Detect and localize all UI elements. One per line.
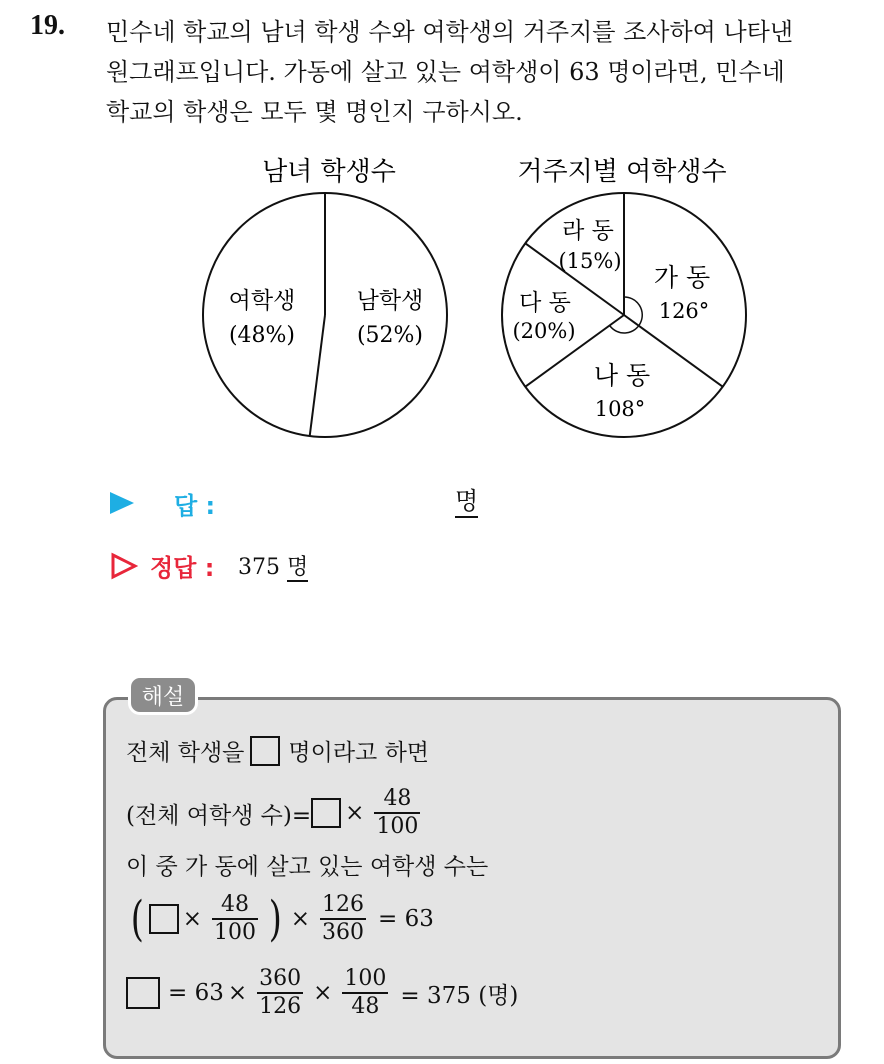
slice-label-male: 남학생: [356, 288, 424, 314]
correct-answer-label: 정답 :: [150, 554, 215, 582]
times-sign: ×: [182, 906, 203, 932]
fraction-360-126: [257, 966, 303, 1020]
unknown-box: [126, 977, 160, 1009]
correct-unit: 명: [287, 555, 309, 580]
unknown-box: [311, 798, 341, 828]
unknown-box: [149, 904, 179, 934]
equals-63-start: = 63: [168, 980, 224, 1006]
slice-label-da: 다 동: [519, 290, 571, 316]
slice-value-ra: (15%): [558, 249, 622, 273]
right-paren: ): [268, 891, 282, 947]
answer-unit: 명: [455, 486, 478, 518]
slice-label-female: 여학생: [228, 288, 296, 314]
explanation-line-5: [126, 966, 518, 1020]
fraction-48-100: [374, 786, 420, 840]
final-result: = 375 (명): [400, 982, 519, 1009]
slice-value-male: (52%): [356, 323, 424, 348]
answer-label: 답 :: [174, 492, 216, 520]
gender-pie: [203, 193, 447, 437]
slice-value-na: 108°: [594, 397, 646, 421]
fraction-48-100: [212, 892, 258, 946]
correct-answer-row: [110, 548, 510, 582]
explanation-line-3: 이 중 가 동에 살고 있는 여학생 수는: [126, 854, 489, 880]
equals-63: = 63: [378, 906, 434, 932]
numerator: 100: [344, 966, 387, 991]
line1-text-after: 명이라고 하면: [288, 740, 430, 766]
play-triangle-icon: [110, 492, 134, 514]
question-number: 19.: [30, 10, 65, 41]
denominator: 48: [351, 994, 380, 1019]
answer-row: [110, 486, 510, 520]
times-sign: ×: [227, 980, 248, 1006]
slice-label-ra: 라 동: [562, 218, 614, 244]
fraction-126-360: [320, 892, 366, 946]
question-text-line-3: 학교의 학생은 모두 몇 명인지 구하시오.: [106, 98, 523, 126]
explanation-line-4: [126, 892, 434, 946]
denominator: 100: [376, 814, 419, 839]
outline-triangle-icon: [110, 552, 138, 580]
left-paren: (: [130, 891, 144, 947]
fraction-100-48: [342, 966, 388, 1020]
line1-text-before: 전체 학생을: [126, 740, 245, 766]
correct-number: 375: [238, 555, 280, 580]
times-sign: ×: [313, 980, 333, 1006]
pie-charts: [190, 150, 770, 450]
question-text-line-2: 원그래프입니다. 가동에 살고 있는 여학생이 63 명이라면, 민수네: [106, 58, 785, 86]
numerator: 360: [259, 966, 302, 991]
denominator: 360: [322, 920, 365, 945]
slice-label-na: 나 동: [593, 361, 651, 390]
times-sign: ×: [345, 800, 365, 826]
slice-value-ga: 126°: [658, 299, 710, 323]
question-text-line-1: 민수네 학교의 남녀 학생 수와 여학생의 거주지를 조사하여 나타낸: [106, 18, 793, 46]
residence-chart-title: 거주지별 여학생수: [517, 157, 727, 187]
explanation-line-2: [126, 786, 426, 840]
gender-chart-title: 남녀 학생수: [262, 157, 396, 187]
line2-text: (전체 여학생 수)=: [126, 802, 312, 829]
unknown-box: [250, 736, 280, 766]
denominator: 126: [259, 994, 302, 1019]
numerator: 48: [221, 892, 250, 917]
slice-value-da: (20%): [512, 319, 576, 343]
times-sign: ×: [290, 906, 311, 932]
numerator: 48: [383, 786, 412, 811]
slice-value-female: (48%): [228, 323, 296, 348]
slice-label-ga: 가 동: [653, 263, 711, 292]
explanation-line-1: [126, 734, 429, 767]
numerator: 126: [322, 892, 365, 917]
correct-answer-value: [238, 550, 308, 581]
explanation-tab: 해설: [128, 675, 198, 715]
denominator: 100: [214, 920, 257, 945]
